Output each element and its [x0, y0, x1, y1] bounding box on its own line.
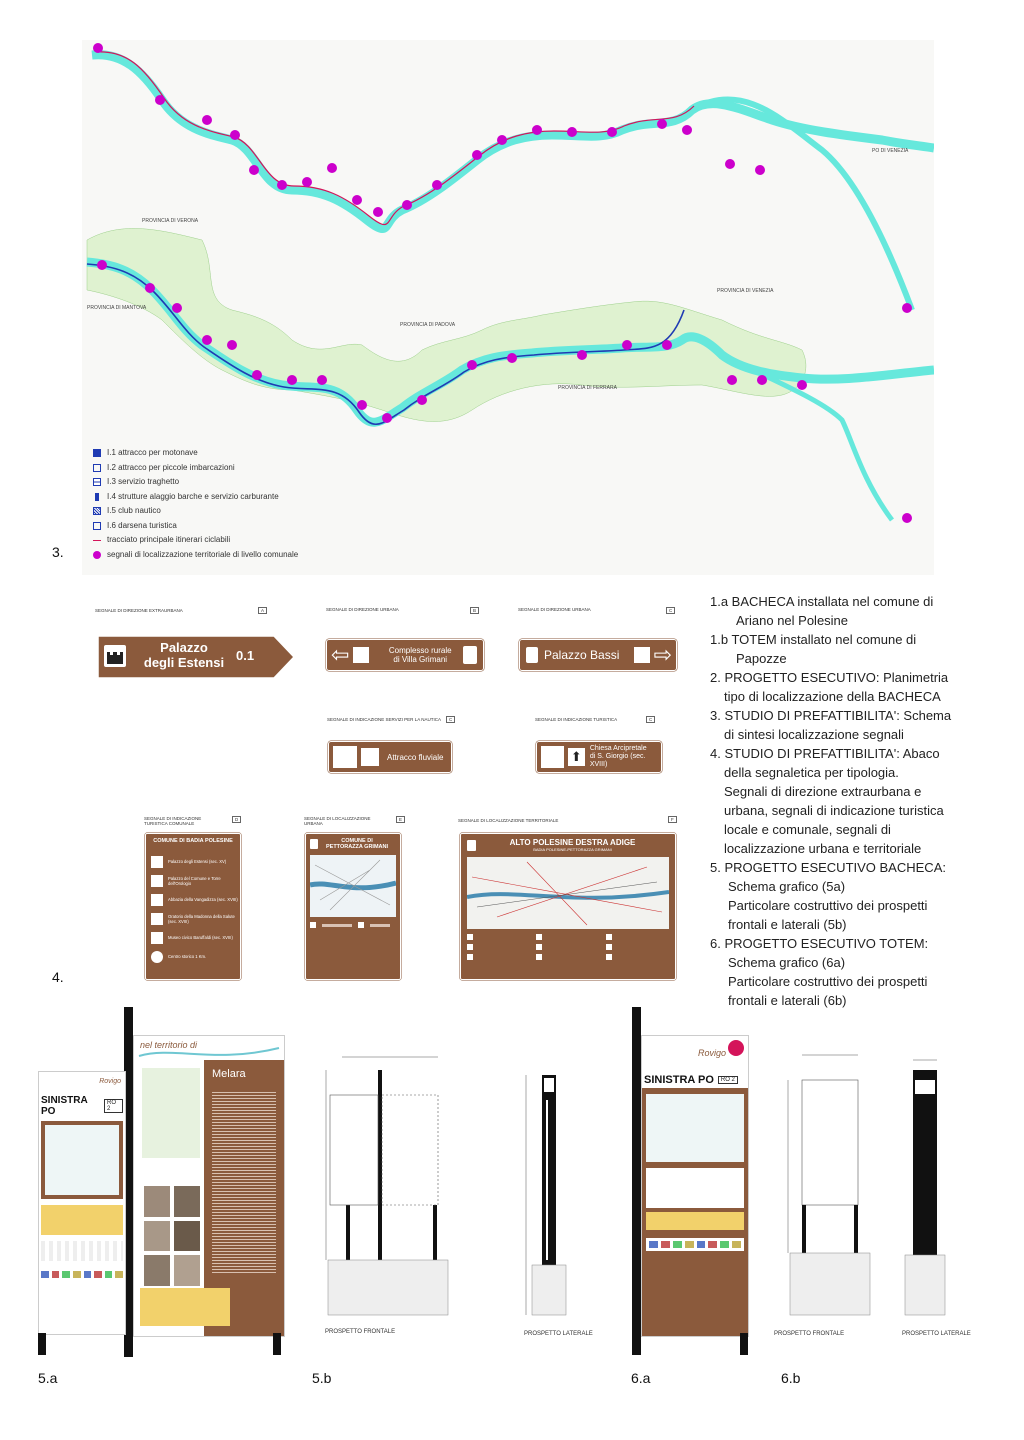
panel-crest-row: [41, 1271, 123, 1278]
sign-nautica: [328, 741, 452, 773]
boat-icon: [606, 934, 612, 940]
sign-f-head: [467, 838, 669, 852]
sign-turistica-letter: C: [646, 716, 655, 723]
legend-row: segnali di localizzazione territoriale di livello comunale: [93, 548, 298, 563]
legend-square-icon: [310, 922, 316, 928]
coat-of-arms-icon: [310, 839, 318, 849]
territory-map-image: [467, 857, 669, 929]
sign-a-text: Palazzo degli Estensi: [143, 640, 225, 670]
label-provincia-mantova: PROVINCIA DI MANTOVA: [87, 305, 147, 311]
list-item: Palazzo del Comune e Torre dell'Orologio: [146, 871, 240, 890]
sign-c-header: SEGNALE DI DIREZIONE URBANA: [518, 607, 591, 612]
note-line: Segnali di direzione extraurbana e: [724, 784, 922, 799]
castle-icon: [151, 856, 163, 868]
sign-f-letter: F: [668, 816, 677, 823]
brand-logo-text: Rovigo: [697, 1048, 726, 1058]
note-line: 1.a BACHECA installata nel comune di: [710, 594, 934, 609]
industry-icon: [536, 944, 542, 950]
totem-elevation-strip: [646, 1212, 744, 1230]
note-line: della segnaletica per tipologia.: [724, 765, 899, 780]
label-provincia-ferrara: PROVINCIA DI FERRARA: [558, 385, 617, 391]
panel-map-image: [45, 1125, 119, 1195]
town-map-image: [142, 1068, 200, 1158]
town-name: Melara: [212, 1068, 246, 1080]
legend-square-icon: [358, 922, 364, 928]
legend-row: I.6 darsena turistica: [93, 519, 298, 534]
nature-icon: [606, 954, 612, 960]
crest-icon: [697, 1241, 706, 1248]
sign-e: [305, 833, 401, 980]
info-box: [140, 1288, 230, 1326]
sign-d-title: COMUNE DI BADIA POLESINE: [153, 838, 233, 844]
note-line: 6. PROGETTO ESECUTIVO TOTEM:: [710, 936, 929, 951]
legend-row: tracciato principale itinerari ciclabili: [93, 533, 298, 548]
legend-row: I.1 attracco per motonave: [93, 446, 298, 461]
bacheca-side-drawing: [518, 1070, 578, 1320]
museum-icon: [467, 934, 473, 940]
legend-row: I.4 strutture alaggio barche e servizio carburante: [93, 490, 298, 505]
castle-icon: [353, 647, 369, 663]
club-square-icon: [93, 507, 101, 515]
bacheca-foot: [273, 1333, 281, 1355]
note-line: Particolare costruttivo dei prospetti: [728, 974, 928, 989]
sign-c-text: Palazzo Bassi: [544, 648, 620, 662]
church-icon: [467, 954, 473, 960]
legend-row: I.5 club nautico: [93, 504, 298, 519]
panel-title-row: [644, 1074, 738, 1086]
museum-icon: [151, 932, 163, 944]
crest-icon: [685, 1241, 694, 1248]
crest-icon: [84, 1271, 92, 1278]
legend-line: [370, 924, 390, 927]
photo-grid: [144, 1186, 200, 1286]
section-label-6a: 6.a: [631, 1370, 651, 1386]
crest-icon: [52, 1271, 60, 1278]
sign-a-distance: 0.1: [236, 648, 255, 663]
route-badge: RO 2: [718, 1076, 738, 1084]
arrow-right-icon: ⇨: [653, 642, 672, 667]
farm-icon: [606, 944, 612, 950]
filled-square-icon: [93, 449, 101, 457]
photo: [144, 1255, 170, 1286]
arrow-left-icon: ⇦: [331, 642, 350, 667]
sign-f-title: ALTO POLESINE DESTRA ADIGE: [509, 838, 636, 847]
list-item: Palazzo degli Estensi (sec. XV): [146, 852, 240, 871]
section-label-5b: 5.b: [312, 1370, 332, 1386]
marina-square-icon: [93, 522, 101, 530]
sign-nautica-header: SEGNALE DI INDICAZIONE SERVIZI PER LA NAUTICA: [327, 717, 441, 722]
crest-icon: [661, 1241, 670, 1248]
sign-nautica-text: Attracco fluviale: [387, 752, 444, 762]
crest-icon: [732, 1241, 741, 1248]
target-icon: [536, 934, 542, 940]
crest-icon: [62, 1271, 70, 1278]
section-label-6b: 6.b: [781, 1370, 801, 1386]
sign-e-head: COMUNE DI PETTORAZZA GRIMANI: [310, 838, 396, 850]
sign-d-items: [146, 852, 240, 966]
sign-turistica-text: Chiesa Arcipretale di S. Giorgio (sec. XVIII): [589, 745, 647, 768]
archaeology-icon: [467, 944, 473, 950]
note-line: 1.b TOTEM installato nel comune di: [710, 632, 917, 647]
crest-icon: [41, 1271, 49, 1278]
castle-icon: [151, 875, 163, 887]
label-provincia-padova: PROVINCIA DI PADOVA: [400, 322, 456, 328]
crest-icon: [73, 1271, 81, 1278]
castle-icon: [634, 647, 650, 663]
totem-foot: [740, 1333, 748, 1355]
panel-map-box: [41, 1121, 123, 1199]
theatre-icon: [536, 954, 542, 960]
body-text-block: [212, 1090, 276, 1275]
note-line: 3. STUDIO DI PREFATTIBILITA': Schema: [710, 708, 952, 723]
note-line: 4. STUDIO DI PREFATTIBILITA': Abaco: [710, 746, 940, 761]
crest-icon: [115, 1271, 123, 1278]
note-line: frontali e laterali (6b): [728, 993, 847, 1008]
totem-map-image: [646, 1094, 744, 1162]
header-text: nel territorio di: [140, 1040, 198, 1050]
sign-a: [96, 634, 296, 680]
section-label-4: 4.: [52, 969, 64, 985]
section-label-5a: 5.a: [38, 1370, 58, 1386]
sign-c: [519, 639, 677, 671]
crest-icon: [673, 1241, 682, 1248]
photo: [144, 1221, 170, 1252]
ferry-square-icon: [93, 478, 101, 486]
sign-f-subtitle: BADIA POLESINE-PETTORAZZA GRIMANI: [533, 847, 612, 852]
municipality-crest-icon: [541, 746, 564, 768]
label-provincia-venezia: PROVINCIA DI VENEZIA: [717, 288, 774, 294]
label-po-di-venezia: PO DI VENEZIA: [872, 148, 909, 154]
section-label-3: 3.: [52, 544, 64, 560]
sign-f-header: SEGNALE DI LOCALIZZAZIONE TERRITORIALE: [458, 818, 559, 823]
photo: [174, 1221, 200, 1252]
note-line: Schema grafico (5a): [728, 879, 846, 894]
note-line: frontali e laterali (5b): [728, 917, 847, 932]
frontal-view-label-6: PROSPETTO FRONTALE: [774, 1331, 845, 1337]
crest-icon: [105, 1271, 113, 1278]
magenta-dot-icon: [93, 551, 101, 559]
sign-e-header: SEGNALE DI LOCALIZZAZIONE URBANA: [304, 816, 371, 826]
panel-title: SINISTRA PO: [41, 1095, 88, 1117]
totem-front-drawing: [780, 1045, 880, 1320]
red-line-icon: [93, 540, 101, 542]
church-icon: [151, 894, 163, 906]
coat-of-arms-icon: [526, 647, 538, 663]
sign-d-header: SEGNALE DI INDICAZIONE TURISTICA COMUNALE: [144, 816, 202, 826]
list-item: Museo civico Baruffaldi (sec. XVIII): [146, 928, 240, 947]
list-item: Abbazia della Vangadizza (sec. XVIII): [146, 890, 240, 909]
church-icon: [151, 913, 163, 925]
sign-a-letter: A: [258, 607, 267, 614]
cyclist-icon: [728, 1040, 744, 1056]
note-line: urbana, segnali di indicazione turistica: [724, 803, 944, 818]
crest-icon: [708, 1241, 717, 1248]
legend-row: I.3 servizio traghetto: [93, 475, 298, 490]
bacheca-left-panel: [38, 1071, 126, 1335]
note-line: tipo di localizzazione della BACHECA: [724, 689, 941, 704]
fuel-icon: [95, 493, 99, 501]
church-icon: ⬆: [568, 748, 585, 766]
panel-info-band: [41, 1205, 123, 1235]
sign-b-letter: B: [470, 607, 479, 614]
note-line: Schema grafico (6a): [728, 955, 846, 970]
municipality-crest-icon: [333, 746, 357, 768]
legend-line: [322, 924, 352, 927]
sign-f: [460, 833, 676, 980]
note-line: Papozze: [736, 651, 787, 666]
sign-turistica: [536, 741, 662, 773]
label-provincia-verona: PROVINCIA DI VERONA: [142, 218, 199, 224]
sign-d: [145, 833, 241, 980]
legend-row: I.2 attracco per piccole imbarcazioni: [93, 461, 298, 476]
side-view-label-6: PROSPETTO LATERALE: [902, 1331, 971, 1337]
totem-header: [642, 1036, 748, 1088]
castle-icon: [104, 645, 126, 667]
bacheca-foot: [38, 1333, 46, 1355]
list-item: Centro storico 1 Km.: [146, 947, 240, 966]
note-line: Ariano nel Polesine: [736, 613, 849, 628]
notes-list: [710, 592, 1000, 1010]
sign-b-text: Complesso rurale di Villa Grimani: [388, 646, 452, 664]
coat-of-arms-icon: [463, 646, 477, 664]
panel-title-row: [41, 1095, 123, 1117]
outline-square-icon: [93, 464, 101, 472]
note-line: Particolare costruttivo dei prospetti: [728, 898, 928, 913]
note-line: localizzazione urbana e territoriale: [724, 841, 922, 856]
totem-crest-row: [646, 1238, 744, 1251]
totem-post: [632, 1007, 641, 1355]
sign-b: [326, 639, 484, 671]
totem-info-box: [646, 1168, 744, 1208]
totem-side-drawing: [895, 1055, 955, 1320]
coat-of-arms-icon: [467, 840, 476, 851]
sign-f-legend: [467, 934, 669, 960]
brand-logo-text: Rovigo: [99, 1078, 121, 1085]
list-item: Oratorio della Madonna della Salute (sec. XVIII): [146, 909, 240, 928]
route-badge: RO 2: [104, 1099, 123, 1113]
town-map-image: [310, 855, 396, 917]
crest-icon: [649, 1241, 658, 1248]
map-legend: [93, 446, 298, 562]
side-view-label-5: PROSPETTO LATERALE: [524, 1331, 593, 1337]
crest-icon: [720, 1241, 729, 1248]
panel-elevation-strip: [41, 1241, 123, 1261]
crest-icon: [94, 1271, 102, 1278]
sign-b-header: SEGNALE DI DIREZIONE URBANA: [326, 607, 399, 612]
boat-icon: [361, 748, 379, 766]
sign-c-letter: C: [666, 607, 675, 614]
target-icon: [151, 951, 163, 963]
photo: [144, 1186, 170, 1217]
sign-turistica-header: SEGNALE DI INDICAZIONE TURISTICA: [535, 717, 618, 722]
sign-d-letter: D: [232, 816, 241, 823]
note-line: di sintesi localizzazione segnali: [724, 727, 904, 742]
note-line: 5. PROGETTO ESECUTIVO BACHECA:: [710, 860, 946, 875]
note-line: locale e comunale, segnali di: [724, 822, 891, 837]
panel-title: SINISTRA PO: [644, 1074, 714, 1086]
note-line: 2. PROGETTO ESECUTIVO: Planimetria: [710, 670, 949, 685]
frontal-view-label-5: PROSPETTO FRONTALE: [325, 1329, 396, 1335]
sign-e-letter: E: [396, 816, 405, 823]
bacheca-right-panel: [133, 1035, 285, 1337]
totem-panel: [641, 1035, 749, 1337]
sign-a-header: SEGNALE DI DIREZIONE EXTRAURBANA: [95, 608, 183, 613]
photo: [174, 1186, 200, 1217]
sign-e-legend: [310, 922, 396, 984]
upper-sign-dots: [93, 43, 912, 313]
photo: [174, 1255, 200, 1286]
sign-nautica-letter: C: [446, 716, 455, 723]
bacheca-front-drawing: [318, 1045, 468, 1320]
